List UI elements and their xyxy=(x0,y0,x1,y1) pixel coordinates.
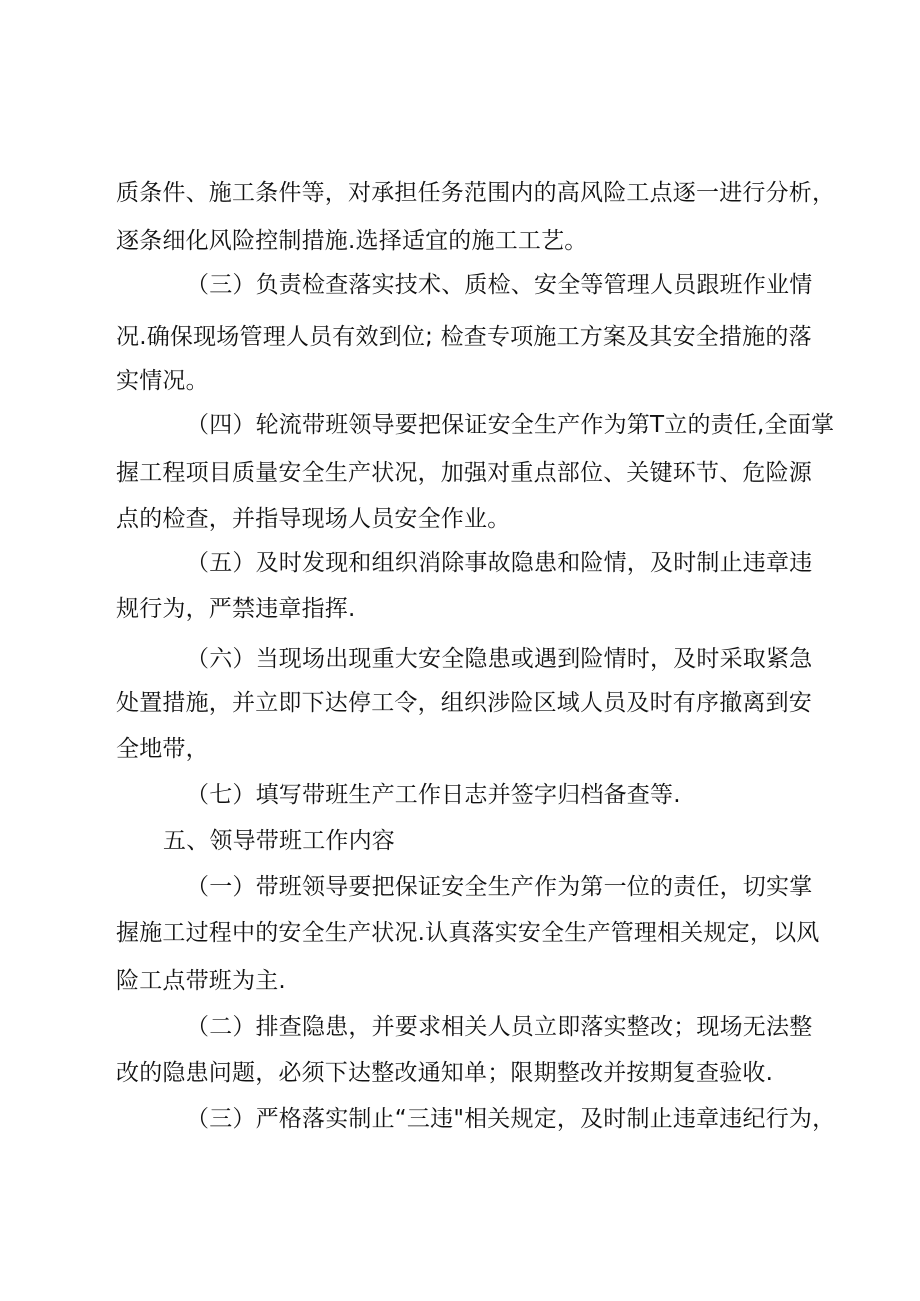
paragraph-line: 改的隐患问题，必须下达整改通知单；限期整改并按期复查验收. xyxy=(116,1060,774,1086)
paragraph-line: 规行为，严禁违章指挥. xyxy=(116,596,356,622)
paragraph-line: 处置措施，并立即下达停工令，组织涉险区域人员及时有序撤离到安 xyxy=(116,690,812,716)
paragraph-line: （三）负责检查落实技术、质检、安全等管理人员跟班作业情 xyxy=(186,272,813,298)
paragraph-line: 点的检查，并指导现场人员安全作业。 xyxy=(116,506,511,532)
paragraph-line: 逐条细化风险控制措施.选择适宜的施工工艺。 xyxy=(116,228,588,254)
paragraph-line: （五）及时发现和组织消除事故隐患和险情，及时制止违章违 xyxy=(186,550,813,576)
section-heading: 五、领导带班工作内容 xyxy=(163,828,395,854)
paragraph-line: （六）当现场出现重大安全隐患或遇到险情时，及时采取紧急 xyxy=(186,646,813,672)
paragraph-line: 握施工过程中的安全生产状况.认真落实安全生产管理相关规定，以风 xyxy=(116,920,820,946)
paragraph-line: 全地带， xyxy=(116,736,209,762)
paragraph-line: （七）填写带班生产工作日志并签字归档备查等. xyxy=(186,782,681,808)
paragraph-line: 质条件、施工条件等，对承担任务范围内的高风险工点逐一进行分析， xyxy=(116,180,836,206)
paragraph-line: （一）带班领导要把保证安全生产作为第一位的责任，切实掌 xyxy=(186,874,813,900)
paragraph-line: 实情况。 xyxy=(116,368,209,394)
paragraph-line: 险工点带班为主. xyxy=(116,968,286,994)
paragraph-line: （三）严格落实制止“三违"相关规定，及时制止违章违纪行为， xyxy=(186,1106,836,1132)
paragraph-line: 握工程项目质量安全生产状况，加强对重点部位、关键环节、危险源 xyxy=(116,460,812,486)
paragraph-line: （四）轮流带班领导要把保证安全生产作为第T立的责任,全面掌 xyxy=(186,412,835,438)
paragraph-line: （二）排查隐患，并要求相关人员立即落实整改；现场无法整 xyxy=(186,1014,813,1040)
paragraph-line: 况.确保现场管理人员有效到位; 检查专项施工方案及其安全措施的落 xyxy=(116,324,812,350)
